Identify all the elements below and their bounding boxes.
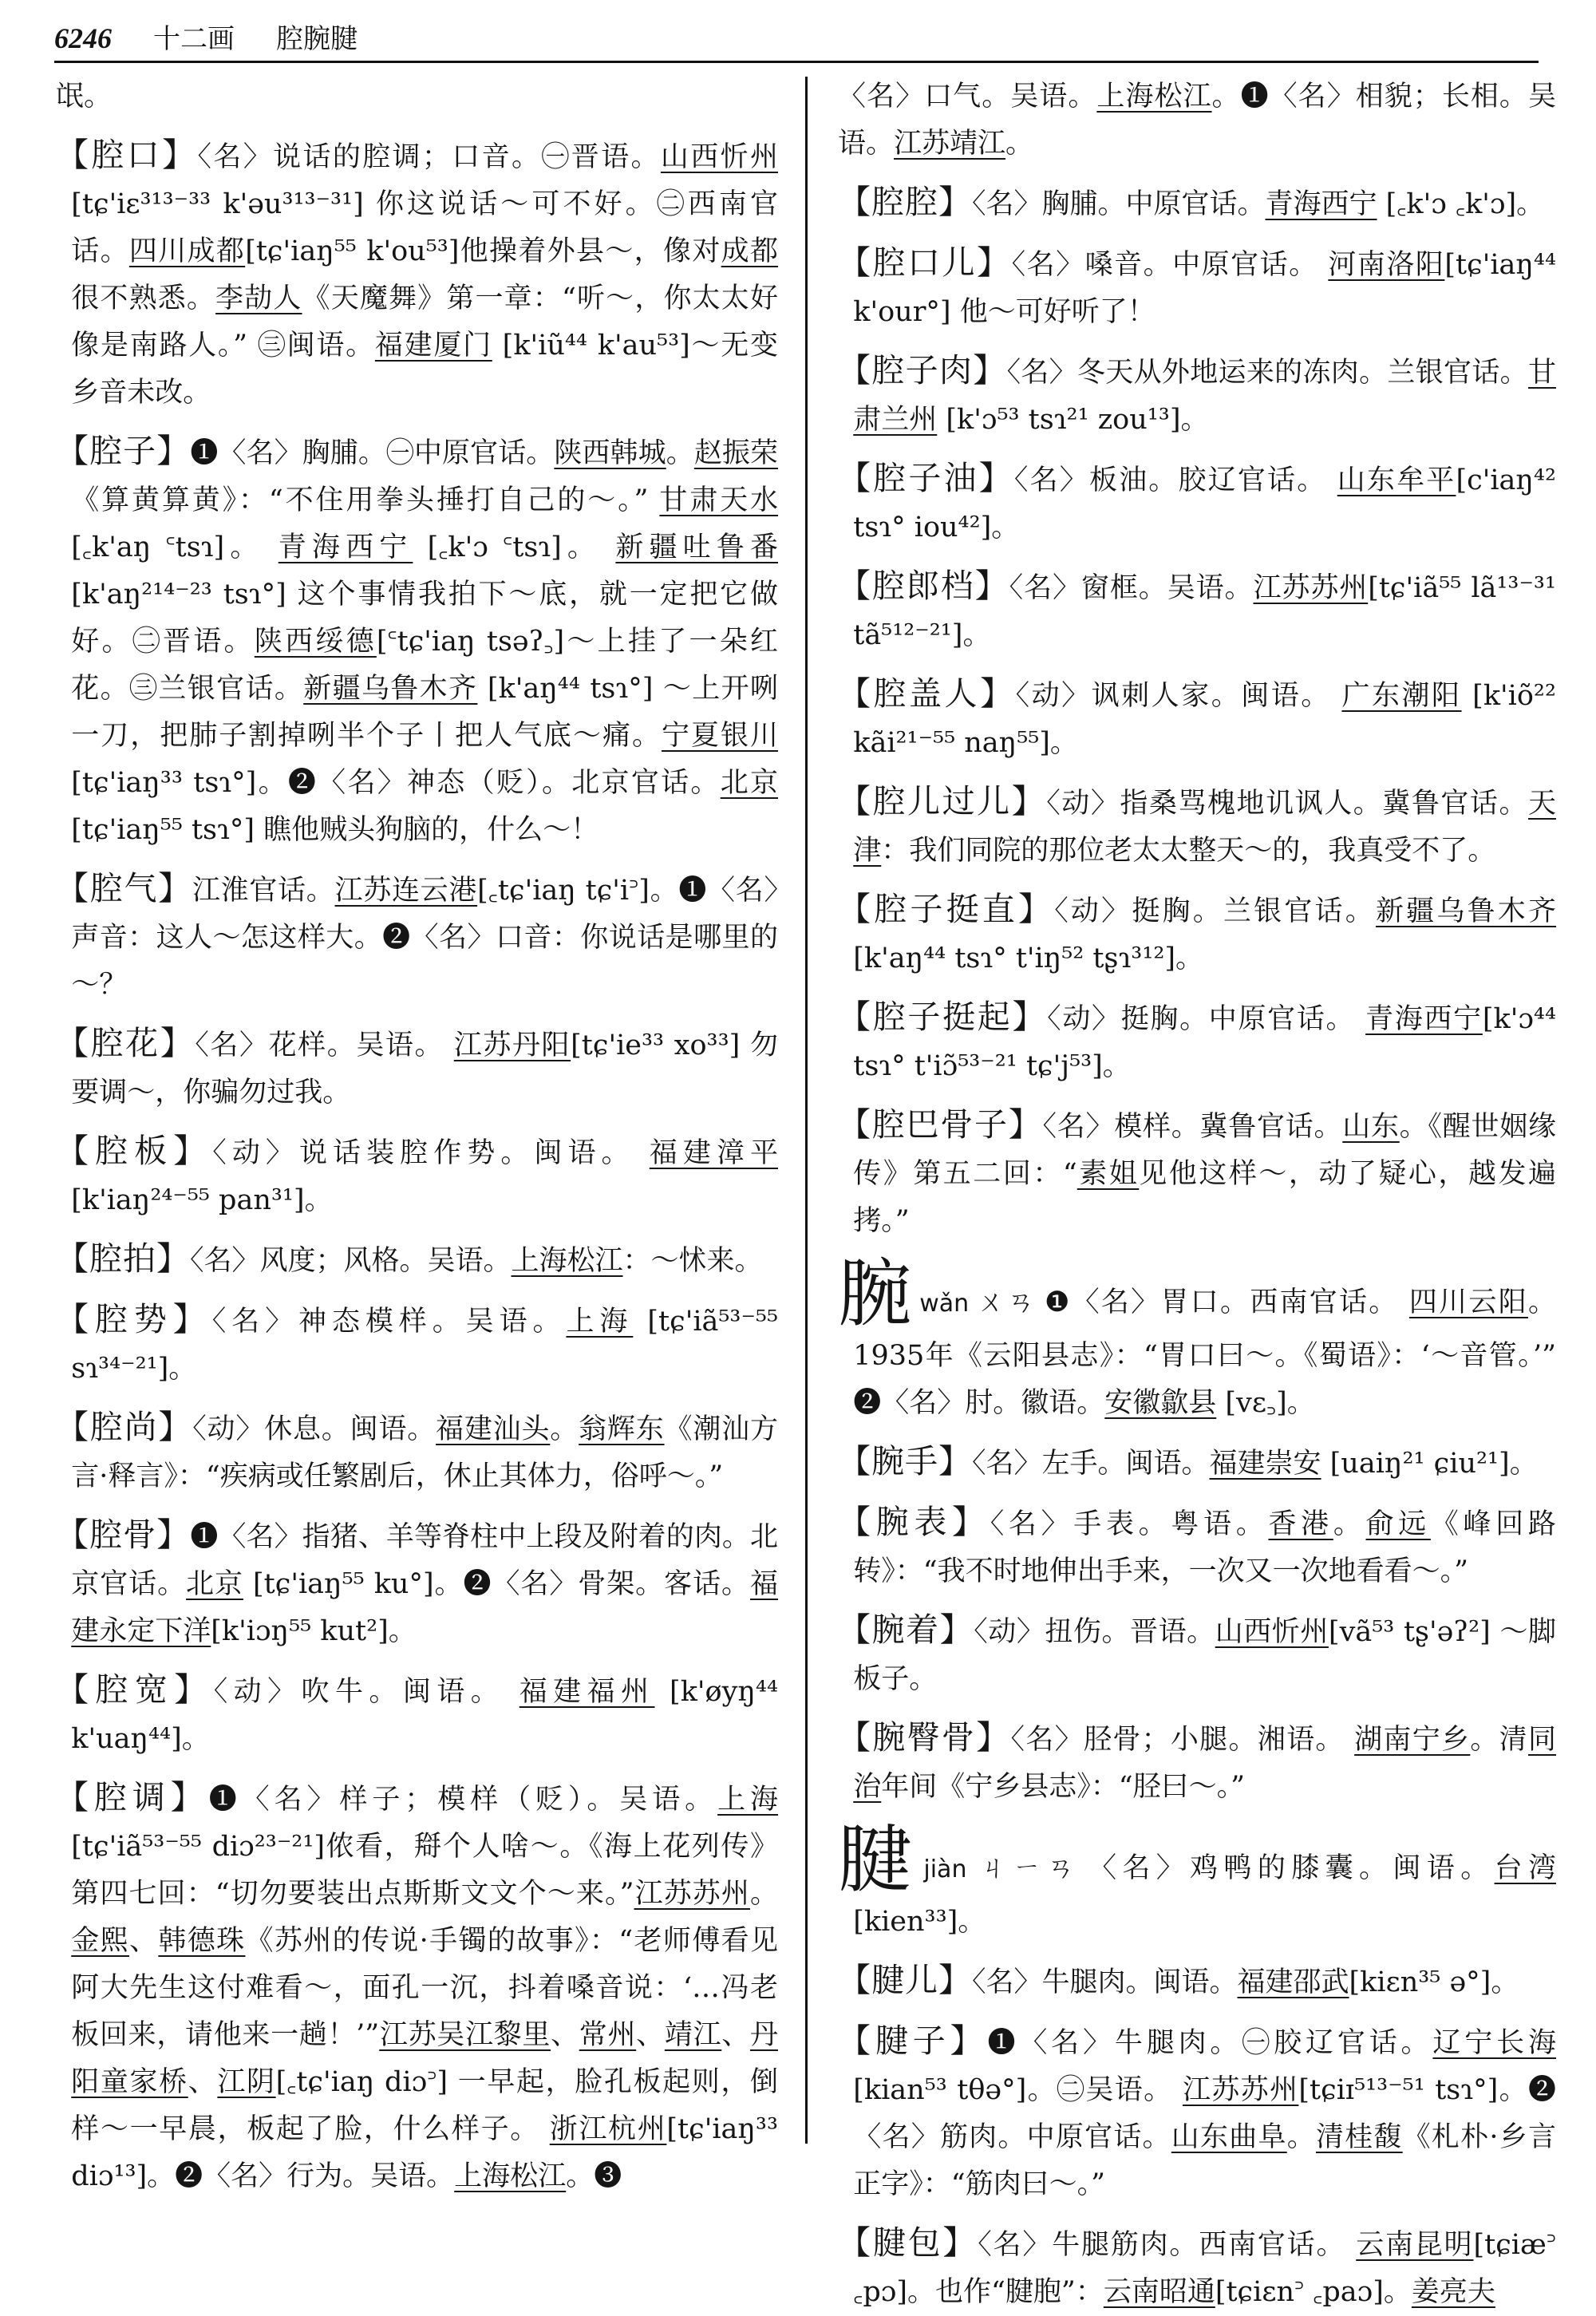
place-name: 江苏苏州 bbox=[1182, 2074, 1299, 2106]
entry-text: 氓。 bbox=[56, 81, 113, 113]
definition-text: 年间《宁乡县志》：“胫曰～。” bbox=[881, 1771, 1246, 1803]
headword: 【腕臀骨】 bbox=[838, 1718, 1011, 1757]
headword: 【腔子挺直】 bbox=[838, 890, 1055, 928]
dictionary-entry bbox=[838, 886, 1556, 982]
dictionary-entry bbox=[838, 1607, 1556, 1703]
place-name: 江苏苏州 bbox=[1253, 572, 1369, 604]
definition-text: [꜀tɕ'iaŋ tɕ'i꜄]。❶〈名〉声音：这人～怎这样大。❷〈名〉口音：你说话是哪里的～？ bbox=[71, 875, 779, 1001]
definition-text: [kiɛn³⁵ ə°]。 bbox=[1349, 1966, 1519, 1998]
definition-text: [꜀k'ɔ ꜀k'ɔ]。 bbox=[1377, 188, 1545, 220]
definition-text: [kien³³]。 bbox=[853, 1906, 986, 1938]
dictionary-entry bbox=[838, 179, 1556, 228]
dictionary-entry bbox=[56, 1128, 778, 1224]
definition-text: [vã⁵³ tʂ'əʔ²] ～脚板子。 bbox=[853, 1616, 1556, 1695]
definition-text: [tɕ'iaŋ⁵⁵ tsɿ°] 瞧他贼头狗脑的，什么～！ bbox=[71, 814, 599, 846]
definition-text: 。❸ bbox=[566, 2160, 622, 2192]
zhuyin: ㄐㄧㄢ bbox=[973, 1852, 1080, 1884]
definition-text: [tɕ'iã⁵⁵ lã¹³⁻³¹ tã⁵¹²⁻²¹]。 bbox=[853, 572, 1556, 651]
definition-text: 〈动〉休息。闽语。 bbox=[192, 1413, 437, 1445]
definition-text: 。 bbox=[1333, 1508, 1366, 1540]
place-name: 甘肃天水 bbox=[659, 484, 778, 516]
definition-text: [꜀tɕ'iaŋ diɔ꜄] 一早起，脸孔板起则，倒样～一早晨，板起了脸，什么样子。 bbox=[71, 2066, 778, 2145]
headword: 【腱子】 bbox=[838, 2022, 988, 2060]
place-name: 陕西绥德 bbox=[254, 626, 377, 658]
definition-text: 、 bbox=[128, 1925, 159, 1957]
headword: 【腔气】 bbox=[56, 869, 192, 907]
definition-text: [kian⁵³ tθə°]。㊁吴语。 bbox=[853, 2074, 1183, 2106]
definition-text: ：我们同院的那位老太太整天～的，我真受不了。 bbox=[881, 835, 1496, 867]
definition-text: 〈名〉说话的腔调；口音。㊀晋语。 bbox=[197, 141, 661, 173]
definition-text: 〈名〉牛腿肉。闽语。 bbox=[972, 1966, 1238, 1998]
definition-text: [k'aŋ⁴⁴ tsɿ° t'iŋ⁵² tʂɿ³¹²]。 bbox=[853, 943, 1204, 974]
headword: 【腔宽】 bbox=[56, 1670, 214, 1709]
place-name: 成都 bbox=[721, 235, 778, 267]
continued-entry bbox=[56, 73, 778, 121]
dictionary-entry bbox=[838, 1438, 1556, 1488]
place-name: 同治 bbox=[853, 1724, 1556, 1803]
headword: 【腔板】 bbox=[56, 1132, 213, 1170]
dictionary-entry bbox=[56, 132, 778, 417]
definition-text: ❶〈名〉指猪、羊等脊柱中上段及附着的肉。北京官话。 bbox=[71, 1521, 778, 1600]
definition-text: 〈动〉挺胸。兰银官话。 bbox=[1054, 895, 1376, 927]
definition-text: [uaiŋ²¹ ɕiu²¹]。 bbox=[1321, 1448, 1538, 1480]
head-character: 腕 bbox=[838, 1251, 914, 1337]
definition-text: 〈动〉挺胸。中原官话。 bbox=[1047, 1003, 1366, 1035]
dictionary-entry bbox=[838, 1714, 1556, 1811]
definition-text: 。❶〈名〉相貌；长相。吴语。 bbox=[838, 81, 1556, 160]
headword: 【腔拍】 bbox=[56, 1239, 190, 1278]
headword: 【腔势】 bbox=[56, 1300, 212, 1338]
headword: 【腔口儿】 bbox=[838, 243, 1012, 282]
place-name: 台湾 bbox=[1494, 1852, 1556, 1884]
definition-text: 《天魔舞》第一章：“听～，你太太好像是南路人。” ㊂闽语。 bbox=[71, 283, 778, 362]
headword: 【腔子】 bbox=[56, 432, 191, 470]
definition-text: 、 bbox=[721, 2019, 750, 2051]
place-name: 新疆吐鲁番 bbox=[615, 532, 778, 563]
definition-text: [k'ɔ⁵³ tsɿ²¹ zou¹³]。 bbox=[937, 404, 1209, 436]
place-name: 河南洛阳 bbox=[1328, 249, 1445, 281]
definition-text: 〈动〉说话装腔作势。闽语。 bbox=[212, 1137, 650, 1169]
definition-text: 〈名〉手表。粤语。 bbox=[990, 1508, 1269, 1540]
definition-text: [k'øyŋ⁴⁴ k'uaŋ⁴⁴]。 bbox=[71, 1676, 778, 1755]
definition-text: 。1935年《云阳县志》：“胃口曰～。《蜀语》：‘～音管。’” ❷〈名〉肘。徽语。 bbox=[853, 1286, 1556, 1419]
definition-text: [vɛ꜆]。 bbox=[1216, 1387, 1315, 1419]
definition-text: 。 bbox=[1005, 128, 1034, 160]
place-name: 上海松江 bbox=[454, 2160, 567, 2192]
place-name: 翁辉东 bbox=[579, 1413, 665, 1445]
place-name: 山东牟平 bbox=[1337, 464, 1456, 496]
definition-text: 〈名〉模样。冀鲁官话。 bbox=[1042, 1111, 1343, 1143]
dictionary-entry bbox=[838, 563, 1556, 659]
place-name: 靖江 bbox=[664, 2019, 722, 2051]
definition-text: ❶〈名〉牛腿肉。㊀胶辽官话。 bbox=[987, 2027, 1433, 2059]
dictionary-entry bbox=[838, 347, 1556, 444]
place-name: 新疆乌鲁木齐 bbox=[303, 673, 478, 705]
headword: 【腔骨】 bbox=[56, 1516, 191, 1554]
definition-text: 、 bbox=[188, 2066, 218, 2098]
definition-text: [tɕiɪ⁵¹³⁻⁵¹ tsɿ°]。❷〈名〉筋肉。中原官话。 bbox=[853, 2074, 1556, 2153]
dictionary-entry bbox=[838, 1101, 1556, 1245]
definition-text: [tɕ'iɛ³¹³⁻³³ k'əu³¹³⁻³¹] 你这说话～可不好。㊁西南官话。 bbox=[71, 188, 778, 267]
dictionary-entry bbox=[838, 994, 1556, 1090]
definition-text: 〈名〉板油。胶辽官话。 bbox=[1013, 464, 1337, 496]
definition-text: [꜀k'aŋ ꜂tsɿ]。 bbox=[71, 532, 279, 563]
definition-text: [k'iũ⁴⁴ k'au⁵³]～无变乡音未改。 bbox=[71, 330, 778, 409]
left-column bbox=[56, 73, 779, 2192]
place-name: 山西忻州 bbox=[1215, 1616, 1329, 1648]
pinyin: wǎn bbox=[919, 1290, 970, 1318]
definition-text: 、 bbox=[551, 2019, 579, 2051]
zhuyin: ㄨㄢ bbox=[975, 1286, 1037, 1318]
headword: 【腔儿过儿】 bbox=[838, 782, 1047, 820]
dictionary-entry bbox=[56, 1666, 778, 1763]
place-name: 陕西韩城 bbox=[554, 437, 666, 469]
definition-text: 〈动〉指桑骂槐地讥讽人。冀鲁官话。 bbox=[1046, 788, 1528, 820]
dictionary-entry bbox=[56, 1512, 778, 1655]
dictionary-entry bbox=[838, 239, 1556, 336]
headword: 【腱包】 bbox=[838, 2223, 978, 2262]
place-name: 金熙 bbox=[71, 1925, 129, 1957]
place-name: 上海 bbox=[566, 1306, 634, 1338]
definition-text: 。《醒世姻缘传》第五二回：“ bbox=[853, 1111, 1556, 1190]
place-name: 上海 bbox=[717, 1784, 778, 1816]
headword: 【腔子油】 bbox=[838, 459, 1014, 497]
definition-text: [k'iõ²² kãi²¹⁻⁵⁵ naŋ⁵⁵]。 bbox=[853, 680, 1556, 759]
headword: 【腔巴骨子】 bbox=[838, 1105, 1043, 1144]
definition-text: 〈名〉嗓音。中原官话。 bbox=[1011, 249, 1329, 281]
definition-text: 〈动〉扭伤。晋语。 bbox=[974, 1616, 1215, 1648]
place-name: 湖南宁乡 bbox=[1354, 1724, 1471, 1756]
definition-text: 见他这样～，动了疑心，越发遍拷。” bbox=[853, 1158, 1556, 1237]
definition-text: [tɕ'iã⁵³⁻⁵⁵ sɿ³⁴⁻²¹]。 bbox=[71, 1306, 778, 1385]
place-name: 福建汕头 bbox=[436, 1413, 551, 1445]
page-number: 6246 bbox=[54, 22, 112, 54]
place-name: 云南昆明 bbox=[1356, 2229, 1474, 2261]
definition-text: 。 bbox=[550, 1413, 579, 1445]
definition-text: ：～怵来。 bbox=[622, 1245, 763, 1277]
dictionary-entry bbox=[56, 1404, 778, 1500]
header-chars: 腔腕腱 bbox=[276, 23, 358, 55]
place-name: 清桂馥 bbox=[1315, 2121, 1403, 2153]
place-name: 福建厦门 bbox=[374, 330, 492, 362]
definition-text: 〈动〉讽刺人家。闽语。 bbox=[1015, 680, 1342, 712]
definition-text: 。 bbox=[666, 437, 694, 469]
section-label: 十二画 bbox=[153, 23, 235, 55]
place-name: 江苏靖江 bbox=[894, 128, 1006, 160]
definition-text: [k'aŋ⁴⁴ tsɿ°] ～上开咧一刀，把肺子割掉咧半个子丨把人气底～痛。 bbox=[71, 673, 778, 752]
place-name: 江苏丹阳 bbox=[453, 1030, 571, 1061]
dictionary-entry bbox=[56, 1296, 778, 1393]
place-name: 福建邵武 bbox=[1237, 1966, 1349, 1998]
definition-text: [tɕiæ꜄ ꜀pɔ]。也作“腱胞”： bbox=[853, 2229, 1556, 2308]
place-name: 北京 bbox=[186, 1568, 243, 1600]
definition-text: 〈名〉冬天从外地运来的冻肉。兰银官话。 bbox=[1006, 357, 1528, 389]
definition-text: 、 bbox=[636, 2019, 665, 2051]
headword: 【腔腔】 bbox=[838, 183, 972, 221]
definition-text: 《潮汕方言·释言》：“疾病或任繁剧后，休止其体力，俗呼～。” bbox=[71, 1413, 778, 1492]
head-character: 腱 bbox=[838, 1817, 918, 1903]
definition-text: 〈名〉口气。吴语。 bbox=[838, 81, 1097, 113]
dictionary-entry bbox=[838, 1957, 1556, 2006]
place-name: 青海西宁 bbox=[1365, 1003, 1483, 1035]
dictionary-entry bbox=[56, 865, 778, 1009]
definition-text: [tɕ'iaŋ⁴⁴ k'our°] 他～可好听了！ bbox=[853, 249, 1556, 328]
definition-text: 〈名〉神态模样。吴语。 bbox=[211, 1306, 567, 1338]
headword: 【腕着】 bbox=[838, 1611, 974, 1649]
definition-text: 〈名〉风度；风格。吴语。 bbox=[190, 1245, 512, 1277]
dictionary-entry bbox=[56, 428, 778, 854]
place-name: 新疆乌鲁木齐 bbox=[1375, 895, 1556, 927]
place-name: 天津 bbox=[853, 788, 1556, 867]
place-name: 青海西宁 bbox=[278, 532, 413, 563]
page-header bbox=[54, 16, 1539, 64]
dictionary-entry bbox=[838, 2018, 1556, 2208]
place-name: 赵振荣 bbox=[693, 437, 778, 469]
place-name: 福建福州 bbox=[519, 1676, 655, 1708]
definition-text: [tɕiɛn꜄ ꜀paɔ]。 bbox=[1215, 2276, 1412, 2308]
place-name: 甘肃兰州 bbox=[853, 357, 1556, 436]
definition-text: 〈名〉左手。闽语。 bbox=[972, 1448, 1210, 1480]
definition-text: [k'aŋ²¹⁴⁻²³ tsɿ°] 这个事情我拍下～底，就一定把它做好。㊁晋语。 bbox=[71, 579, 778, 658]
place-name: 山西忻州 bbox=[660, 141, 778, 173]
place-name: 福建漳平 bbox=[649, 1137, 778, 1169]
definition-text: ❶〈名〉胸脯。㊀中原官话。 bbox=[190, 437, 555, 469]
dictionary-entry bbox=[56, 1774, 778, 2200]
place-name: 江阴 bbox=[217, 2066, 276, 2098]
head-character-entry bbox=[838, 1251, 1556, 1427]
place-name: 四川成都 bbox=[128, 235, 246, 267]
headword: 【腔调】 bbox=[56, 1778, 209, 1816]
definition-text: [tɕ'iã⁵³⁻⁵⁵ diɔ²³⁻²¹]侬看，搿个人啥～。《海上花列传》第四七回：“切勿要装出点斯斯文文个～来。” bbox=[71, 1831, 778, 1910]
definition-text: 很不熟悉。 bbox=[71, 283, 216, 314]
definition-text: 《峰回路转》：“我不时地伸出手来，一次又一次地看看～。” bbox=[853, 1508, 1556, 1587]
headword: 【腔花】 bbox=[56, 1024, 196, 1062]
dictionary-entry bbox=[56, 1235, 778, 1285]
definition-text: [꜀k'ɔ ꜂tsɿ]。 bbox=[413, 532, 616, 563]
headword: 【腔盖人】 bbox=[838, 674, 1016, 713]
head-character-entry bbox=[838, 1817, 1556, 1946]
right-column bbox=[838, 73, 1556, 2308]
definition-text: [c'iaŋ⁴² tsɿ° iou⁴²]。 bbox=[853, 464, 1556, 543]
place-name: 江苏吴江黎里 bbox=[379, 2019, 551, 2051]
headword: 【腔尚】 bbox=[56, 1408, 193, 1446]
dictionary-entry bbox=[838, 455, 1556, 551]
definition-text: [k'ɔ⁴⁴ tsɿ° t'iɔ̃⁵³⁻²¹ tɕ'j⁵³]。 bbox=[853, 1003, 1556, 1082]
place-name: 韩德珠 bbox=[158, 1925, 246, 1957]
definition-text: 。 bbox=[1286, 2121, 1316, 2153]
place-name: 云南昭通 bbox=[1103, 2276, 1215, 2308]
place-name: 姜亮夫 bbox=[1411, 2276, 1495, 2308]
headword: 【腔子挺起】 bbox=[838, 998, 1048, 1036]
place-name: 福建崇安 bbox=[1209, 1448, 1321, 1480]
place-name: 辽宁长海 bbox=[1432, 2027, 1556, 2059]
definition-text: [tɕ'iaŋ⁵⁵ k'ou⁵³]他操着外县～，像对 bbox=[245, 235, 721, 267]
dictionary-entry bbox=[838, 670, 1556, 767]
definition-text: 〈名〉花样。吴语。 bbox=[195, 1030, 454, 1061]
continued-entry bbox=[838, 73, 1556, 168]
place-name: 香港 bbox=[1268, 1508, 1333, 1540]
definition-text: 《札朴·乡言正字》：“筋肉曰～。” bbox=[853, 2121, 1556, 2200]
definition-text: 〈名〉胸脯。中原官话。 bbox=[972, 188, 1266, 220]
definition-text: 〈动〉吹牛。闽语。 bbox=[213, 1676, 519, 1708]
headword: 【腔子肉】 bbox=[838, 351, 1007, 389]
definition-text: ❶〈名〉胃口。西南官话。 bbox=[1045, 1286, 1409, 1318]
place-name: 常州 bbox=[579, 2019, 637, 2051]
definition-text: [k'iaŋ²⁴⁻⁵⁵ pan³¹]。 bbox=[71, 1184, 333, 1216]
place-name: 四川云阳 bbox=[1408, 1286, 1528, 1318]
place-name: 北京 bbox=[720, 767, 778, 799]
place-name: 丹阳童家桥 bbox=[71, 2019, 778, 2098]
definition-text: 〈名〉胫骨；小腿。湘语。 bbox=[1010, 1724, 1355, 1756]
headword: 【腱儿】 bbox=[838, 1961, 972, 1999]
place-name: 江苏苏州 bbox=[634, 1878, 750, 1910]
definition-text: 江淮官话。 bbox=[192, 875, 335, 907]
headword: 【腕手】 bbox=[838, 1442, 972, 1480]
definition-text: [tɕ'iaŋ⁵⁵ ku°]。❷〈名〉骨架。客话。 bbox=[243, 1568, 750, 1600]
place-name: 俞远 bbox=[1365, 1508, 1431, 1540]
headword: 【腔郎档】 bbox=[838, 567, 1009, 605]
dictionary-entry bbox=[838, 2219, 1556, 2316]
place-name: 上海松江 bbox=[511, 1245, 623, 1277]
place-name: 上海松江 bbox=[1096, 81, 1212, 113]
place-name: 江苏连云港 bbox=[334, 875, 478, 907]
definition-text: 。 bbox=[749, 1878, 778, 1910]
definition-text: 《苏州的传说·手镯的故事》：“老师傅看见阿大先生这付难看～，面孔一沉，抖着嗓音说：‘…冯老板回来，请他来一趟！’” bbox=[71, 1925, 778, 2051]
dictionary-entry bbox=[56, 1020, 778, 1117]
place-name: 青海西宁 bbox=[1265, 188, 1377, 220]
column-divider bbox=[805, 77, 808, 2144]
definition-text: 《算黄算黄》：“不住用拳头捶打自己的～。” bbox=[71, 484, 660, 516]
definition-text: [tɕ'ie³³ xo³³] 勿要调～，你骗勿过我。 bbox=[71, 1030, 778, 1109]
place-name: 广东潮阳 bbox=[1341, 680, 1462, 712]
pinyin: jiàn bbox=[923, 1856, 967, 1883]
dictionary-entry bbox=[838, 1499, 1556, 1595]
place-name: 山东 bbox=[1342, 1111, 1400, 1143]
dictionary-entry bbox=[838, 778, 1556, 875]
definition-text: ❶〈名〉样子；模样（贬）。吴语。 bbox=[208, 1784, 718, 1816]
header-rule bbox=[54, 61, 1539, 63]
definition-text: 〈名〉窗框。吴语。 bbox=[1009, 572, 1254, 604]
definition-text: 〈名〉牛腿筋肉。西南官话。 bbox=[978, 2229, 1357, 2261]
definition-text: 〈名〉鸡鸭的膝囊。闽语。 bbox=[1088, 1852, 1495, 1884]
place-name: 宁夏银川 bbox=[662, 720, 778, 752]
headword: 【腔口】 bbox=[56, 136, 198, 174]
definition-text: [꜂tɕ'iaŋ tsəʔ꜆]～上挂了一朵红花。㊂兰银官话。 bbox=[71, 626, 778, 705]
place-name: 安徽歙县 bbox=[1104, 1387, 1217, 1419]
place-name: 山东曲阜 bbox=[1171, 2121, 1287, 2153]
headword: 【腕表】 bbox=[838, 1503, 990, 1541]
definition-text: 。清 bbox=[1470, 1724, 1528, 1756]
definition-text: [tɕ'iaŋ³³ diɔ¹³]。❷〈名〉行为。吴语。 bbox=[71, 2113, 778, 2192]
place-name: 浙江杭州 bbox=[549, 2113, 667, 2145]
place-name: 福建永定下洋 bbox=[71, 1568, 778, 1647]
place-name: 李劼人 bbox=[215, 283, 302, 314]
definition-text: [tɕ'iaŋ³³ tsɿ°]。❷〈名〉神态（贬）。北京官话。 bbox=[71, 767, 721, 799]
place-name: 素姐 bbox=[1077, 1158, 1140, 1190]
definition-text: [k'iɔŋ⁵⁵ kut²]。 bbox=[211, 1615, 417, 1647]
